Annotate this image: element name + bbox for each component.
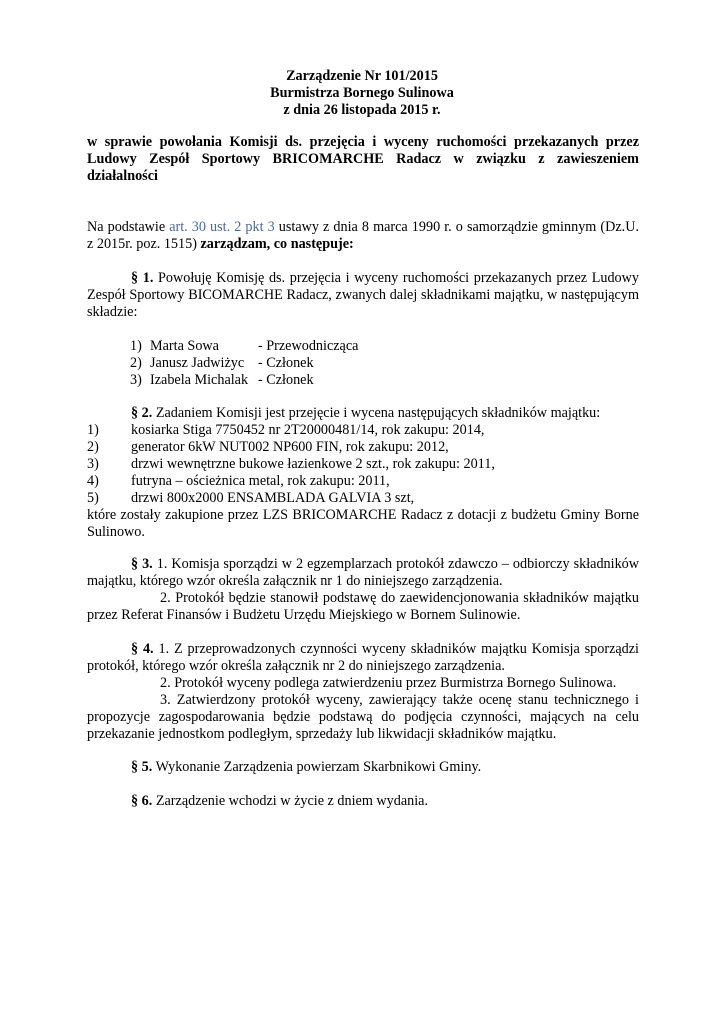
member-row [130,355,314,372]
section-4-label: § 4. [131,641,154,657]
section-3-point-1: 1. Komisja sporządzi w 2 egzemplarzach protokół zdawczo – odbiorczy składników majątku, którego wzór określa załącznik nr 1 do niniejszego zarządzenia. [87,556,640,589]
section-1-text: Powołuję Komisję ds. przejęcia i wyceny ruchomości przekazanych przez Ludowy Zespół Sportowy BICOMARCHE Radacz, zwanych dalej składnikami majątku, w następującym składzie: [87,270,639,320]
asset-number: 5) [87,490,99,506]
member-name: Marta Sowa [150,338,219,354]
member-row [130,338,358,355]
asset-item [87,473,390,490]
asset-item [87,456,495,473]
member-number: 3) [130,372,142,388]
member-role: - Członek [258,372,314,388]
document-header [0,68,724,119]
legal-basis-link[interactable]: art. 30 ust. 2 pkt 3 [169,219,275,235]
section-1 [87,270,639,321]
asset-number: 2) [87,439,99,455]
asset-text: drzwi 800x2000 ENSAMBLADA GALVIA 3 szt, [131,490,415,506]
issuer: Burmistrza Bornego Sulinowa [270,85,454,101]
member-role: - Przewodnicząca [258,338,359,354]
section-5-label: § 5. [131,759,153,775]
asset-text: futryna – ościeżnica metal, rok zakupu: 2011, [131,473,390,489]
section-2 [87,405,639,422]
member-row [130,372,314,389]
section-5-text: Wykonanie Zarządzenia powierzam Skarbnikowi Gminy. [152,759,482,775]
section-2-text: Zadaniem Komisji jest przejęcie i wycena następujących składników majątku: [152,405,601,421]
member-role: - Członek [258,355,314,371]
section-5 [87,759,639,776]
issue-date: z dnia 26 listopada 2015 r. [283,102,441,118]
section-2-closing: które zostały zakupione przez LZS BRICOMARCHE Radacz z dotacji z budżetu Gminy Borne Sulinowo. [87,507,639,540]
section-3-point-2: 2. Protokół będzie stanowił podstawę do zaewidencjonowania składników majątku przez Referat Finansów i Budżetu Urzędu Miejskiego w Bornem Sulinowie. [87,590,639,623]
asset-text: kosiarka Stiga 7750452 nr 2T20000481/14, rok zakupu: 2014, [131,422,485,438]
legal-basis [87,219,639,253]
ordinance-subject: w sprawie powołania Komisji ds. przejęcia i wyceny ruchomości przekazanych przez Ludowy Zespół Sportowy BRICOMARCHE Radacz w związku z zawieszeniem działalności [87,134,639,184]
member-number: 2) [130,355,142,371]
asset-item [87,439,449,456]
member-number: 1) [130,338,142,354]
section-4-point-1: 1. Z przeprowadzonych czynności wyceny składników majątku Komisja sporządzi protokół, którego wzór określa załącznik nr 2 do niniejszego zarządzenia. [87,641,639,674]
asset-item [87,490,414,507]
section-6 [87,793,639,810]
asset-item [87,422,484,439]
legal-basis-decree: zarządzam, co następuje: [200,236,354,252]
section-2-label: § 2. [131,405,153,421]
legal-basis-middle: ustawy z dnia 8 marca 1990 r. o samorządzie gminnym (Dz.U. z 2015r. poz. 1515) [87,219,639,252]
asset-text: generator 6kW NUT002 NP600 FIN, rok zakupu: 2012, [131,439,449,455]
asset-number: 4) [87,473,99,489]
member-name: Izabela Michalak [150,372,249,388]
legal-basis-prefix: Na podstawie [87,219,170,235]
section-6-label: § 6. [131,793,153,809]
section-6-text: Zarządzenie wchodzi w życie z dniem wydania. [152,793,429,809]
section-3 [87,556,639,590]
asset-number: 3) [87,456,99,472]
section-1-label: § 1. [131,270,154,286]
section-3-label: § 3. [131,556,153,572]
member-name: Janusz Jadwiżyc [150,355,245,371]
section-4 [87,641,639,675]
ordinance-number: Zarządzenie Nr 101/2015 [286,68,438,84]
section-4-point-3: 3. Zatwierdzony protokół wyceny, zawierający także ocenę stanu technicznego i propozycje zagospodarowania będzie podstawą do podjęcia czynności, mających na celu przekazanie jednostkom podległym, sprzedaży lub likwidacji składników majątku. [87,692,639,742]
asset-number: 1) [87,422,99,438]
asset-text: drzwi wewnętrzne bukowe łazienkowe 2 szt., rok zakupu: 2011, [131,456,495,472]
section-4-point-2: 2. Protokół wyceny podlega zatwierdzeniu przez Burmistrza Bornego Sulinowa. [160,675,617,691]
